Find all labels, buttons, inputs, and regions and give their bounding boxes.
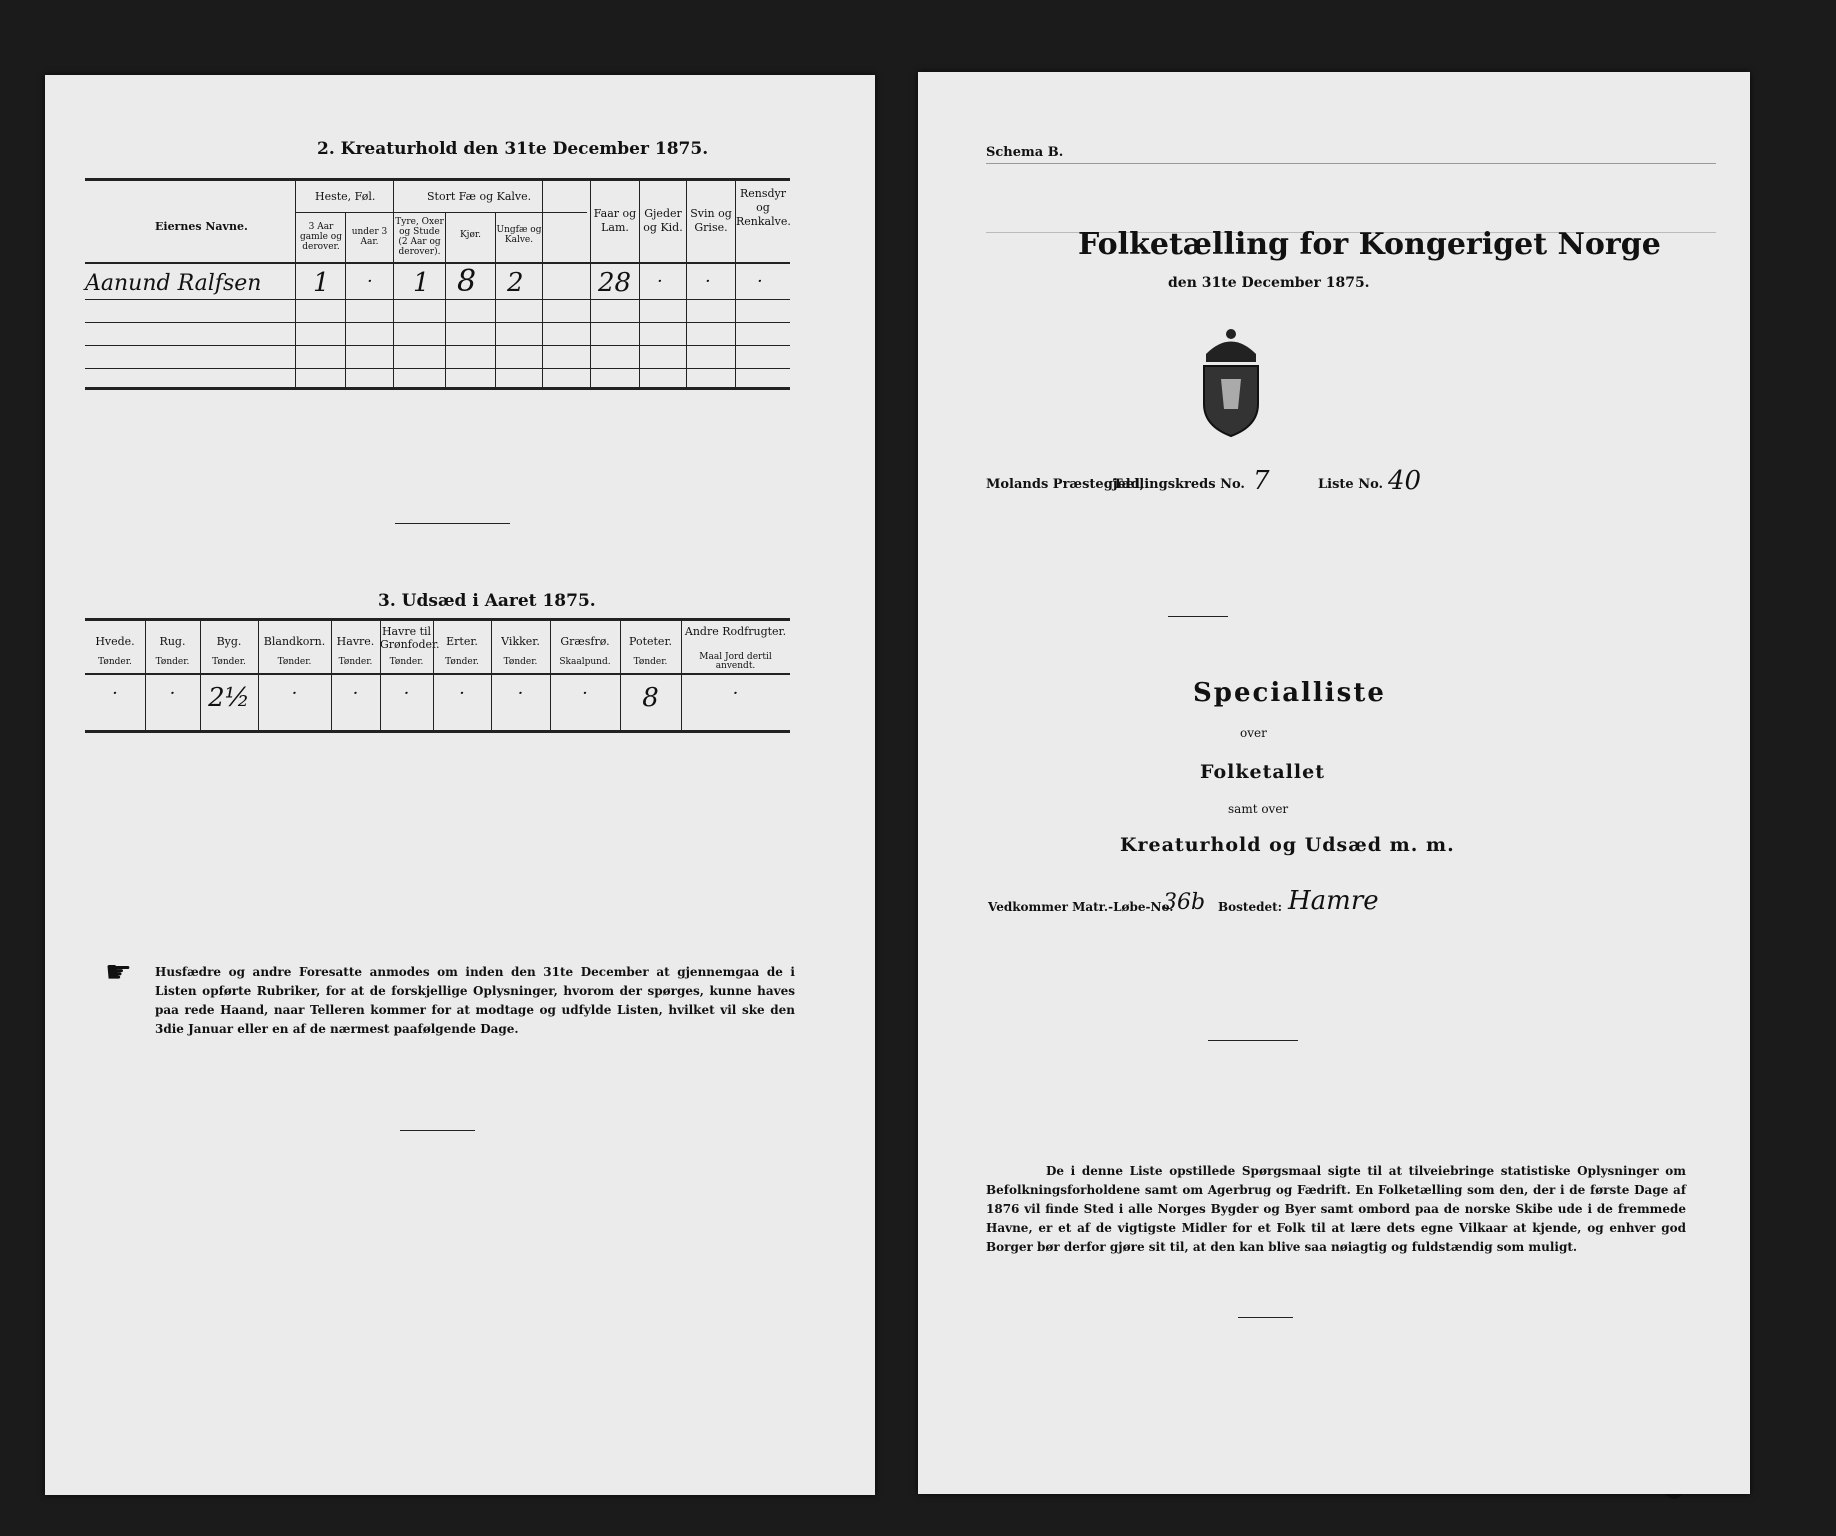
divider-short: [395, 523, 510, 524]
bleed-through-rule: [986, 163, 1716, 164]
divider-2: [1208, 1040, 1298, 1041]
table2-col-line: [393, 178, 394, 388]
lobe-label: Vedkommer Matr.-Løbe-No.: [988, 900, 1174, 914]
info-paragraph: De i denne Liste opstillede Spørgsmaal sigte til at tilveiebringe statistiske Oplysninger om Befolkningsforholdene samt om Agerbrug og Fædrift. En Folketælling som den, der i de første Dage af 1876 vil finde Sted i alle Norges Bygder og Byer samt ombord paa de norske Skibe ude i de fremmede Havne, er et af de vigtigste Midler for et Folk til at lære dets egne Vilkaar at kjende, og enhver god Borger bør derfor gjøre sit til, at den kan blive saa nøiagtig og fuldstændig som muligt.: [986, 1164, 1686, 1254]
tyre-value: 1: [413, 268, 430, 298]
sub-heste-1: 3 Aar gamle og derover.: [300, 222, 342, 252]
table3-col-head: Hvede.: [95, 635, 135, 648]
table3-cell-value: ·: [403, 683, 410, 704]
liste-label: Liste No.: [1318, 477, 1384, 492]
table3-cell-value: 8: [642, 683, 659, 713]
table3-col-head: Poteter.: [629, 635, 672, 648]
table3-cell-value: ·: [169, 683, 176, 704]
table3-col-unit: Tønder.: [155, 657, 190, 667]
heste-u3-value: ·: [367, 271, 373, 292]
table2-header-mid-rule: [295, 212, 587, 213]
table3-col-unit: Tønder.: [389, 657, 424, 667]
sub-heste-2: under 3 Aar.: [351, 227, 388, 247]
table3-cell-value: ·: [732, 683, 739, 704]
table3-header-bottom-rule: [85, 673, 790, 675]
faar-value: 28: [598, 268, 632, 298]
kreds-value: 7: [1253, 466, 1270, 496]
table3-col-unit: Tønder.: [277, 657, 312, 667]
table3-col-head: Græsfrø.: [560, 635, 610, 648]
pointing-hand-icon: ☛: [105, 955, 132, 990]
section2-title: 2. Kreaturhold den 31te December 1875.: [317, 139, 709, 159]
table2-bottom-rule: [85, 387, 790, 390]
samt-over-text: samt over: [1228, 802, 1289, 816]
table3-cell-value: ·: [517, 683, 524, 704]
group-heste: Heste, Føl.: [315, 190, 376, 203]
right-page: [918, 72, 1750, 1494]
table3-col-unit: Tønder.: [633, 657, 668, 667]
table2-col-line: [542, 178, 543, 388]
table3-col-head: Rug.: [159, 635, 186, 648]
table2-top-rule: [85, 178, 790, 181]
col-faar: Faar og Lam.: [593, 207, 637, 234]
table3-top-rule: [85, 618, 790, 621]
left-page: [45, 75, 875, 1495]
table2-header-bottom-rule: [85, 262, 790, 264]
table3-col-unit: Tønder.: [338, 657, 373, 667]
table3-bottom-rule: [85, 730, 790, 733]
ungfae-value: 2: [507, 268, 524, 298]
table3-col-unit: Skaalpund.: [559, 657, 611, 667]
table3-col-unit: Tønder.: [98, 657, 132, 667]
table3-col-head: Havre.: [336, 635, 375, 648]
main-title: Folketælling for Kongeriget Norge: [1078, 227, 1661, 262]
divider-bottom: [400, 1130, 475, 1131]
owner-name-value: Aanund Ralfsen: [85, 271, 262, 296]
col-owner-name: Eiernes Navne.: [155, 220, 248, 233]
divider-3: [1238, 1317, 1293, 1318]
table3-cell-value: ·: [112, 683, 118, 704]
bostedet-label: Bostedet:: [1218, 900, 1283, 914]
svin-value: ·: [705, 271, 711, 292]
table3-col-unit: Tønder.: [503, 657, 538, 667]
lobe-value: 36b: [1163, 890, 1206, 915]
sub-storfe-2: Kjør.: [459, 230, 482, 240]
kjor-value: 8: [457, 264, 477, 299]
heste-3-value: 1: [313, 268, 330, 298]
table3-cell-value: ·: [459, 683, 465, 704]
main-subtitle: den 31te December 1875.: [1168, 275, 1370, 291]
rensdyr-value: ·: [757, 271, 763, 292]
table3-col-unit: Tønder.: [212, 657, 246, 667]
liste-value: 40: [1388, 466, 1422, 496]
over-text-1: over: [1240, 726, 1267, 740]
sub-storfe-3: Ungfæ og Kalve.: [496, 225, 542, 245]
kreds-label: Tællingskreds No.: [1113, 477, 1245, 492]
schema-label: Schema B.: [986, 145, 1064, 160]
table3-col-head: Vikker.: [501, 635, 540, 648]
col-gjeder: Gjeder og Kid.: [643, 207, 683, 234]
table3-col-head: Erter.: [446, 635, 478, 648]
table3-cell-value: ·: [582, 683, 588, 704]
col-rensdyr: Rensdyr og Renkalve.: [736, 187, 791, 228]
divider-1: [1168, 616, 1228, 617]
sub-storfe-1: Tyre, Oxer og Stude (2 Aar og derover).: [395, 217, 444, 257]
table3-cell-value: ·: [291, 683, 298, 704]
folketallet-heading: Folketallet: [1200, 761, 1325, 783]
col-svin: Svin og Grise.: [690, 207, 732, 234]
gjeder-value: ·: [657, 271, 663, 292]
table3-col-unit: Maal Jord dertil anvendt.: [699, 652, 772, 671]
table3-col-head: Andre Rodfrugter.: [684, 625, 787, 638]
bostedet-value: Hamre: [1288, 886, 1379, 916]
table3-col-head: Byg.: [216, 635, 242, 648]
table2-row-rule-2: [85, 322, 790, 323]
table3-cell-value: 2½: [208, 683, 250, 713]
kreaturhold-heading: Kreaturhold og Udsæd m. m.: [1120, 834, 1455, 856]
table3-col-unit: Tønder.: [445, 657, 479, 667]
table2-row-rule-3: [85, 345, 790, 346]
table3-col-head: Havre til Grønfoder.: [380, 625, 440, 651]
prestegjeld-label: Molands Præstegjeld,: [986, 477, 1145, 492]
group-storfe: Stort Fæ og Kalve.: [427, 190, 532, 203]
table2-col-line: [295, 178, 296, 388]
table2-row-rule-4: [85, 368, 790, 369]
specialliste-heading: Specialliste: [1193, 678, 1386, 708]
section3-title: 3. Udsæd i Aaret 1875.: [378, 591, 596, 611]
table3-cell-value: ·: [352, 683, 359, 704]
norwegian-coat-of-arms-icon: [1186, 324, 1276, 439]
notice-text: Husfædre og andre Foresatte anmodes om inden den 31te December at gjennemgaa de i Listen opførte Rubriker, for at de forskjellige Oplysninger, hvorom der spørges, kunne haves paa rede Haand, naar Telleren kommer for at modtage og udfylde Listen, hvilket vil ske den 3die Januar eller en af de nærmest paafølgende Dage.: [155, 965, 795, 1036]
table3-col-head: Blandkorn.: [263, 635, 326, 648]
table2-row-rule-1: [85, 299, 790, 300]
